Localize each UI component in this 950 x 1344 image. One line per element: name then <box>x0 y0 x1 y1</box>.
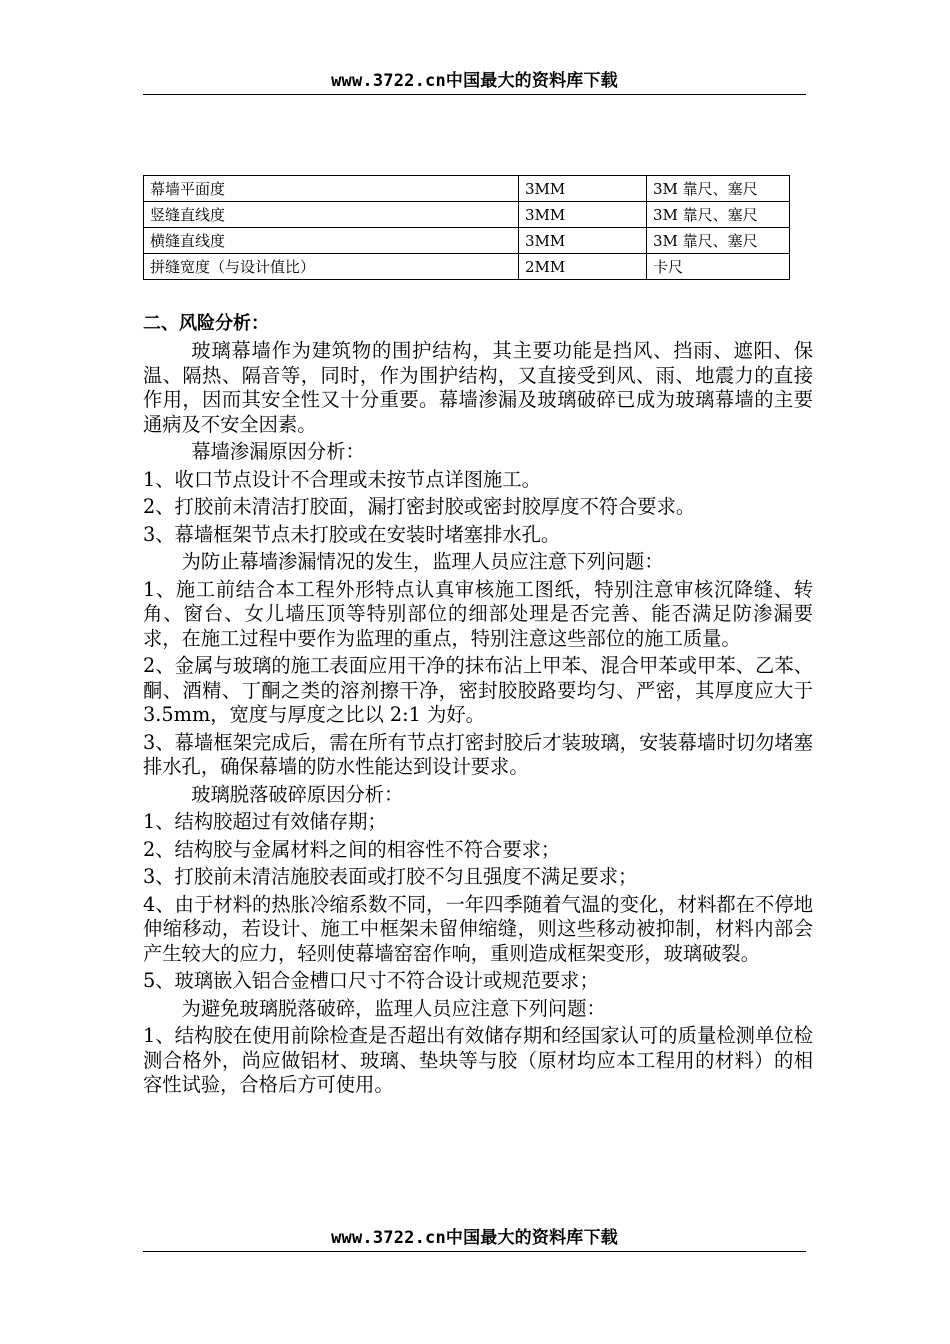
table-cell: 卡尺 <box>647 254 790 280</box>
document-body <box>143 310 813 1101</box>
table-cell: 2MM <box>519 254 647 280</box>
paragraph: 玻璃幕墙作为建筑物的围护结构，其主要功能是挡风、挡雨、遮阳、保温、隔热、隔音等，同时，作为围护结构，又直接受到风、雨、地震力的直接作用，因而其安全性又十分重要。幕墙渗漏及玻璃破碎已成为玻璃幕墙的主要通病及不安全因素。 <box>143 339 813 436</box>
table-cell: 竖缝直线度 <box>144 202 519 228</box>
list-item: 1、结构胶超过有效储存期； <box>143 810 387 833</box>
section-title: 二、风险分析： <box>143 313 269 334</box>
table-cell: 3MM <box>519 202 647 228</box>
list-item: 1、收口节点设计不合理或未按节点详图施工。 <box>143 467 541 491</box>
list-item: 4、由于材料的热胀冷缩系数不同，一年四季随着气温的变化，材料都在不停地伸缩移动，若设计、施工中框架未留伸缩缝，则这些移动被抑制，材料内部会产生较大的应力，轻则使幕墙窑窑作响，重则造成框架变形，玻璃破裂。 <box>143 892 813 965</box>
table-cell: 3MM <box>519 228 647 254</box>
table-cell: 拼缝宽度（与设计值比） <box>144 254 519 280</box>
spec-table <box>143 175 790 280</box>
table-cell: 横缝直线度 <box>144 228 519 254</box>
table-row <box>144 202 790 228</box>
subheading: 玻璃脱落破碎原因分析： <box>191 782 404 806</box>
subheading: 为防止幕墙渗漏情况的发生，监理人员应注意下列问题： <box>181 550 664 573</box>
list-item: 3、幕墙框架节点未打胶或在安装时堵塞排水孔。 <box>143 522 561 546</box>
table-row <box>144 254 790 280</box>
table-cell: 3M 靠尺、塞尺 <box>647 176 790 202</box>
table-cell: 3M 靠尺、塞尺 <box>647 228 790 254</box>
list-item: 5、玻璃嵌入铝合金槽口尺寸不符合设计或规范要求； <box>143 969 599 992</box>
subheading: 为避免玻璃脱落破碎，监理人员应注意下列问题： <box>181 996 606 1020</box>
page-header: www.3722.cn中国最大的资料库下载 <box>143 66 806 95</box>
table-cell: 幕墙平面度 <box>144 176 519 202</box>
subheading: 幕墙渗漏原因分析： <box>191 440 365 463</box>
table-row <box>144 228 790 254</box>
list-item: 3、打胶前未清洁施胶表面或打胶不匀且强度不满足要求； <box>143 865 638 888</box>
page-footer: www.3722.cn中国最大的资料库下载 <box>143 1223 806 1252</box>
list-item: 1、施工前结合本工程外形特点认真审核施工图纸，特别注意审核沉降缝、转角、窗台、女儿墙压顶等特别部位的细部处理是否完善、能否满足防渗漏要求，在施工过程中要作为监理的重点，特别注意这些部位的施工质量。 <box>143 577 813 650</box>
table-row <box>144 176 790 202</box>
list-item: 2、金属与玻璃的施工表面应用干净的抹布沾上甲苯、混合甲苯或甲苯、乙苯、酮、酒精、丁酮之类的溶剂擦干净，密封胶胶路要均匀、严密，其厚度应大于 3.5mm，宽度与厚度之比以 2:1 为好。 <box>143 654 813 726</box>
table-cell: 3M 靠尺、塞尺 <box>647 202 790 228</box>
table-cell: 3MM <box>519 176 647 202</box>
list-item: 2、结构胶与金属材料之间的相容性不符合要求； <box>143 837 561 861</box>
list-item: 2、打胶前未清洁打胶面，漏打密封胶或密封胶厚度不符合要求。 <box>143 495 696 518</box>
list-item: 3、幕墙框架完成后，需在所有节点打密封胶后才装玻璃，安装幕墙时切勿堵塞排水孔，确保幕墙的防水性能达到设计要求。 <box>143 730 813 778</box>
list-item: 1、结构胶在使用前除检查是否超出有效储存期和经国家认可的质量检测单位检测合格外，尚应做铝材、玻璃、垫块等与胶（原材均应本工程用的材料）的相容性试验，合格后方可使用。 <box>143 1024 813 1096</box>
